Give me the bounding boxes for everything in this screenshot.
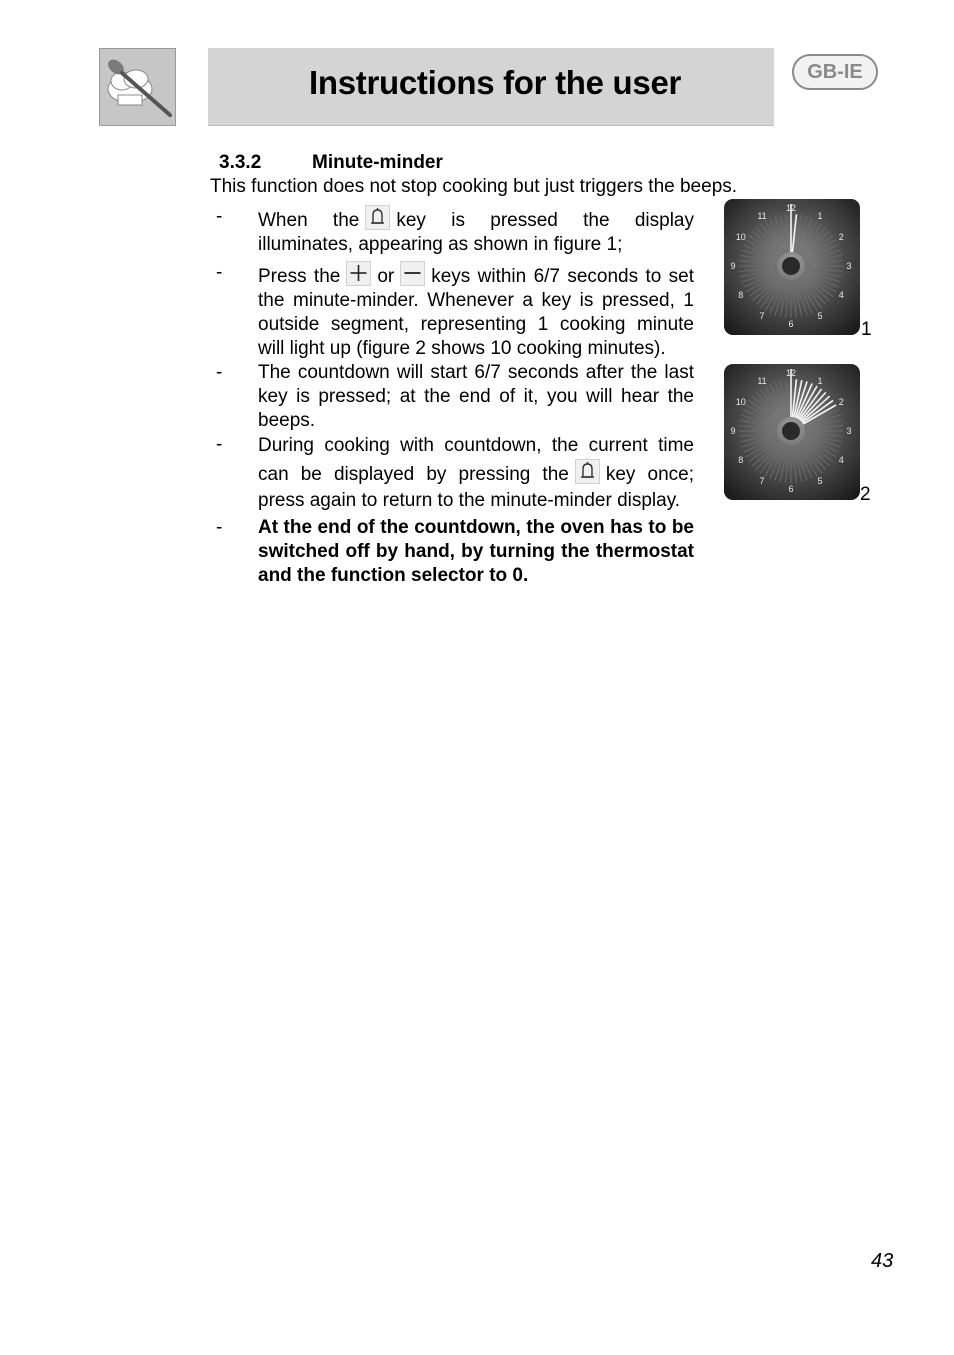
dial-number: 10 [735, 397, 746, 407]
list-dash: - [216, 434, 223, 455]
section-heading [219, 152, 443, 174]
dial-number: 4 [838, 290, 844, 300]
list-item-text: Press the or keys within 6/7 seconds to set the minute-minder. Whenever a key is pressed, 1 outside segment, representing 1 cooking minute will light up (figure 2 shows 10 cooking minutes). [258, 261, 694, 361]
chef-spoon-icon [100, 49, 175, 125]
bell-icon [575, 459, 600, 484]
dial-number: 10 [735, 232, 746, 242]
plus-icon [346, 261, 371, 286]
page-title: Instructions for the user [309, 64, 682, 101]
list-dash: - [216, 206, 223, 227]
dial-number: 3 [846, 426, 852, 436]
minus-icon [400, 261, 425, 286]
list-item [216, 205, 694, 257]
dial-number: 7 [759, 476, 765, 487]
dial-number: 11 [757, 375, 767, 386]
list-dash: - [216, 262, 223, 283]
list-item-text: The countdown will start 6/7 seconds after the last key is pressed; at the end of it, you will hear the beeps. [258, 362, 694, 431]
dial-number: 8 [738, 290, 744, 300]
list-item [216, 433, 694, 514]
dial-number: 5 [817, 476, 823, 487]
dial-number: 12 [785, 203, 797, 213]
dial-number: 7 [759, 311, 765, 322]
intro-paragraph: This function does not stop cooking but just triggers the beeps. [210, 176, 738, 197]
section-title: Minute-minder [312, 152, 443, 173]
list-dash: - [216, 362, 223, 383]
header-bar [208, 48, 774, 126]
dial-number: 6 [788, 319, 794, 329]
list-item-text: When the key is pressed the display illuminates, appearing as shown in figure 1; [258, 205, 694, 257]
dial-number: 1 [817, 210, 823, 221]
list-dash: - [216, 517, 223, 538]
bell-icon [365, 205, 390, 230]
dial-number: 3 [846, 261, 852, 271]
dial-number: 11 [757, 210, 767, 221]
dial-number: 9 [730, 426, 736, 436]
list-item [216, 361, 694, 433]
list-item-text: At the end of the countdown, the oven has to be switched off by hand, by turning the thermostat and the function selector to 0. [258, 517, 694, 586]
dial-number: 4 [838, 455, 844, 465]
figure-label: 1 [861, 319, 872, 340]
dial-hub [782, 422, 800, 440]
figure-label: 2 [860, 484, 871, 505]
dial-hub [782, 257, 800, 275]
section-number: 3.3.2 [219, 152, 262, 173]
dial-number: 12 [785, 368, 797, 378]
list-item [216, 261, 694, 361]
dial-number: 5 [817, 311, 823, 322]
dial-number: 1 [817, 375, 823, 386]
dial-number: 8 [738, 455, 744, 465]
dial-number: 6 [788, 484, 794, 494]
minute-minder-dial-figure-2 [724, 364, 860, 500]
list-item-text: During cooking with countdown, the current time can be displayed by pressing the key once; press again to return to the minute-minder display. [258, 435, 695, 511]
page-number: 43 [871, 1250, 894, 1272]
list-item-warning [216, 516, 694, 588]
minute-minder-dial-figure-1 [724, 199, 860, 335]
dial-number: 2 [838, 232, 844, 242]
dial-number: 2 [838, 397, 844, 407]
dial-number: 9 [730, 261, 736, 271]
instruction-list [216, 205, 694, 588]
language-badge: GB-IE [792, 54, 878, 90]
brand-logo [99, 48, 176, 126]
